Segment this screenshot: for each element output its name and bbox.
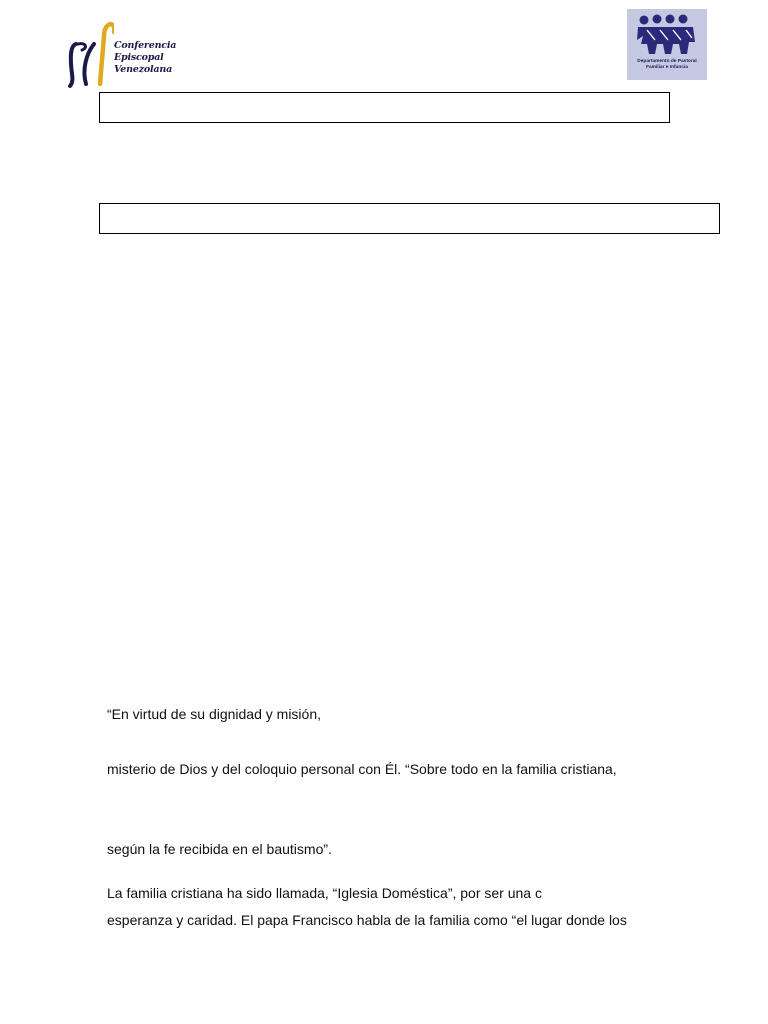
cev-logo <box>64 10 177 88</box>
empty-text-box <box>99 203 720 234</box>
logo-line-2: Episcopal <box>114 52 164 63</box>
logo-caption-line-2: Familiar e Infancia <box>646 65 688 70</box>
body-paragraph: misterio de Dios y del coloquio personal con Él. “Sobre todo en la familia cristiana, <box>107 761 617 777</box>
body-paragraph: según la fe recibida en el bautismo”. <box>107 841 332 857</box>
logo-line-3: Venezolana <box>114 64 173 75</box>
body-paragraph: “En virtud de su dignidad y misión, <box>107 706 321 722</box>
crozier-icon <box>64 14 114 90</box>
logo-line-1: Conferencia <box>114 40 177 51</box>
family-group-icon <box>635 14 699 58</box>
logo-caption-line-1: Departamento de Pastoral <box>637 59 697 64</box>
pastoral-familiar-logo <box>627 9 707 80</box>
body-paragraph: esperanza y caridad. El papa Francisco habla de la familia como “el lugar donde los <box>107 912 627 928</box>
body-paragraph: La familia cristiana ha sido llamada, “Iglesia Doméstica”, por ser una c <box>107 885 542 901</box>
empty-text-box <box>99 92 670 123</box>
